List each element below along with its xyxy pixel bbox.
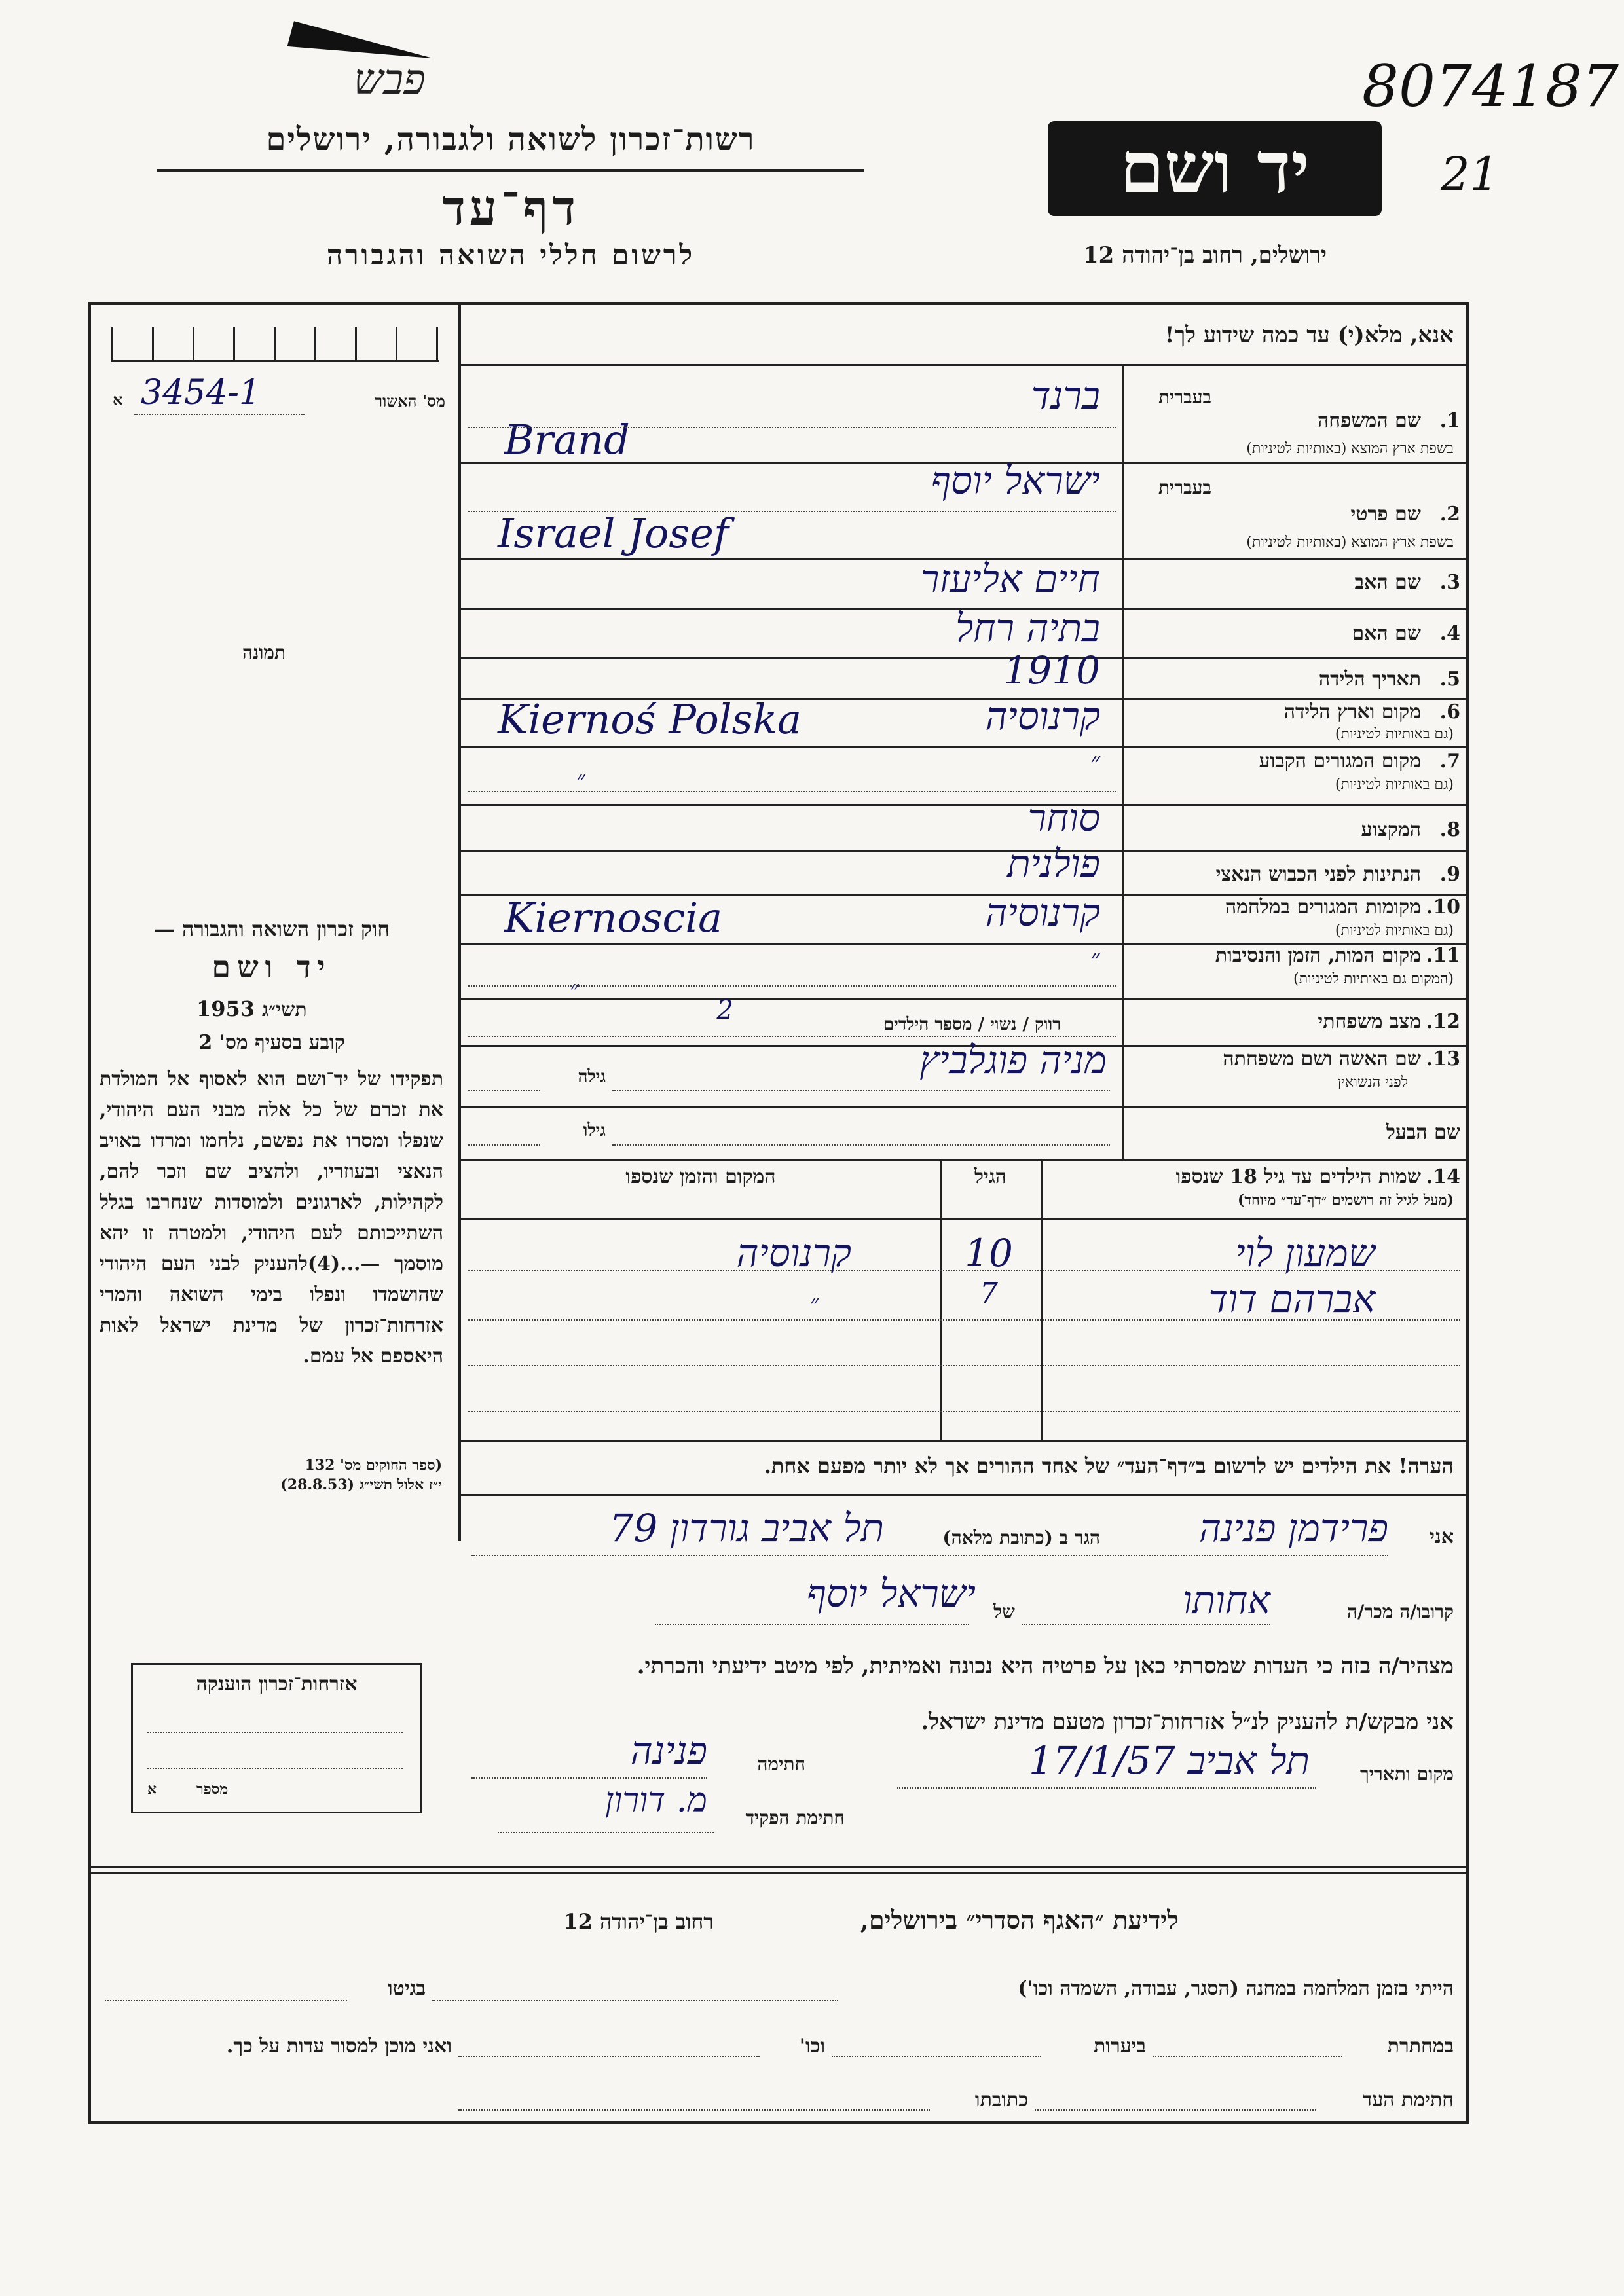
official-signature-label: חתימת הפקיד [745, 1807, 845, 1829]
law-name: יד ושם [212, 949, 332, 985]
nationality-value: פולנית [1007, 841, 1100, 886]
children-count-value: 2 [716, 995, 733, 1025]
wartime-residence-hebrew: קרנוסיה [985, 890, 1100, 935]
wartime-residence-latin: Kiernoscia [504, 894, 723, 941]
children-subtitle: (מעל לגיל זה רושמים ״דף־עד״ מיוחד) [1237, 1192, 1454, 1209]
place-date-label: מקום ותאריך [1359, 1763, 1454, 1785]
bottom-underground: במחתרת [1387, 2035, 1454, 2058]
surname-hebrew: ברנד [1031, 373, 1100, 418]
note-text: הערה! את הילדים יש לרשום ב״דף־העד״ של אחד ההורים אך לא יותר מפעם אחת. [764, 1453, 1454, 1478]
bottom-address: רחוב בן־יהודה 12 [563, 1909, 714, 1934]
cert-number-prefix: א [113, 390, 123, 409]
place-date-value: תל אביב 17/1/57 [1029, 1738, 1310, 1783]
declarant-address-label: הגר ב (כתובת מלאה) [942, 1527, 1100, 1548]
child-1-age: 10 [965, 1231, 1013, 1275]
relative-label: קרובו/ה מכר/ה [1346, 1601, 1454, 1622]
cert-number-value: 3454-1 [141, 373, 261, 412]
bottom-ready: ואני מוכן למסור עדות על כך. [226, 2035, 452, 2058]
law-text: תפקידו של יד־ושם הוא לאסוף אל המולדת את זכרם של כל אלה מבני העם היהודי, שנפלו ומסרו את נפשם, נלחמו ומרדו באויב הנאצי ובעוזריו, ולהציב שם וזכר להם, לקהילות, לארגונים ולמוסדות שנחרבו בגלל השתייכותם לעם היהודי, ולמטרה זו יהא מוסמך —...(4)להעניק לבני העם היהודי שהושמדו ונפלו בימי השואה והמרי אזרחות־זכרון של מדינת ישראל לאות היאספם אל עמם. [100, 1068, 443, 1368]
cert-tick-box [111, 327, 439, 362]
signature-value: פנינה [630, 1728, 707, 1773]
witness-address-label: כתובתו [974, 2088, 1028, 2111]
mother-name-value: בתיה רחל [955, 606, 1100, 650]
yad-vashem-logo: יד ושם [1048, 121, 1382, 216]
wife-name-value: מניה פוגלביץ [919, 1038, 1107, 1082]
citizenship-number-label: מספר [196, 1781, 229, 1798]
children-col-place: המקום והזמן שנספו [625, 1165, 776, 1188]
children-num: 14. [1426, 1165, 1460, 1188]
bottom-ghetto: בגיטו [387, 1977, 426, 2000]
declarant-address: תל אביב גורדון 79 [609, 1506, 884, 1550]
first-name-hebrew: ישראל יוסף [931, 458, 1100, 503]
birth-place-latin: Kiernoś Polska [498, 695, 802, 743]
surname-latin: Brand [504, 416, 630, 464]
request-text: אני מבקש/ת להעניק לנ״ל אזרחות־זכרון מטעם מדינת ישראל. [921, 1709, 1454, 1735]
law-clause: קובע בסעיף מס' 2 [198, 1031, 345, 1054]
bottom-etc: וכו' [799, 2035, 825, 2058]
of-label: של [993, 1601, 1015, 1622]
bottom-title: לידיעת ״האגף הסדרי״ בירושלים, [860, 1905, 1179, 1935]
law-source-2: י״ז אלול תשי״ג (28.8.53) [280, 1476, 442, 1493]
of-name-value: ישראל יוסף [806, 1571, 976, 1616]
children-col-age: הגיל [974, 1165, 1007, 1188]
child-1-place: קרנוסיה [736, 1231, 851, 1275]
top-stamp-handwriting: פבש [354, 56, 426, 104]
birth-date-value: 1910 [1003, 648, 1100, 693]
law-year-hebrew: תשי״ג [262, 998, 307, 1021]
birth-place-hebrew: קרנוסיה [985, 694, 1100, 738]
residence-hebrew: ״ [1090, 747, 1100, 777]
declarant-name: פרידמן פנינה [1199, 1506, 1388, 1550]
children-title: שמות הילדים עד גיל 18 שנספו [1175, 1165, 1421, 1188]
death-place-latin: ״ [570, 976, 579, 1003]
child-2-name: אברהם דוד [1208, 1277, 1375, 1321]
cert-number-label: מס' האשור [375, 392, 445, 410]
declaration-text: מצהיר/ה בזה כי העדות שמסרתי כאן על פרטיה היא נכונה ואמיתית, לפי מיטב ידיעתי והכרתי. [637, 1653, 1454, 1679]
archive-sub-number: 21 [1441, 147, 1500, 201]
death-place-hebrew: ״ [1090, 943, 1100, 974]
profession-value: סוחר [1027, 795, 1100, 840]
organization-line: רשות־זכרון לשואה ולגבורה, ירושלים [266, 121, 756, 158]
official-signature-value: מ. דורון [604, 1781, 707, 1820]
photo-label: תמונה [242, 642, 286, 663]
child-2-place: ״ [809, 1290, 819, 1317]
citizenship-box-title: אזרחות־זכרון הוענקה [196, 1673, 358, 1696]
law-year: 1953 [196, 996, 255, 1021]
residence-latin: ״ [576, 767, 585, 793]
signature-label: חתימה [757, 1753, 805, 1775]
bottom-forests: ביערות [1093, 2035, 1146, 2058]
first-name-latin: Israel Josef [498, 509, 729, 557]
intro-text: אנא, מלא(י) עד כמה שידוע לך! [1164, 322, 1454, 348]
law-title: חוק זכרון השואה והגבורה — [153, 917, 390, 941]
form-subtitle: לרשום חללי השואה והגבורה [326, 239, 695, 271]
witness-signature-label: חתימת העד [1362, 2088, 1454, 2111]
form-title: דף־עד [442, 180, 580, 236]
child-1-name: שמעון לוי [1235, 1231, 1375, 1275]
law-source-1: (ספר החוקים מס' 132 [304, 1457, 442, 1474]
archive-number: 8074187 [1362, 52, 1619, 120]
relation-value: אחותו [1182, 1578, 1270, 1622]
declarant-i-label: אני [1430, 1525, 1454, 1548]
father-name-value: חיים אליעזר [921, 556, 1100, 601]
bottom-line-camp: הייתי בזמן המלחמה במחנה (הסגר, עבודה, השמדה וכו') [1018, 1977, 1454, 2000]
citizenship-number-prefix: א [147, 1781, 157, 1798]
child-2-age: 7 [980, 1277, 998, 1310]
address-line: ירושלים, רחוב בן־יהודה 12 [1082, 242, 1327, 268]
